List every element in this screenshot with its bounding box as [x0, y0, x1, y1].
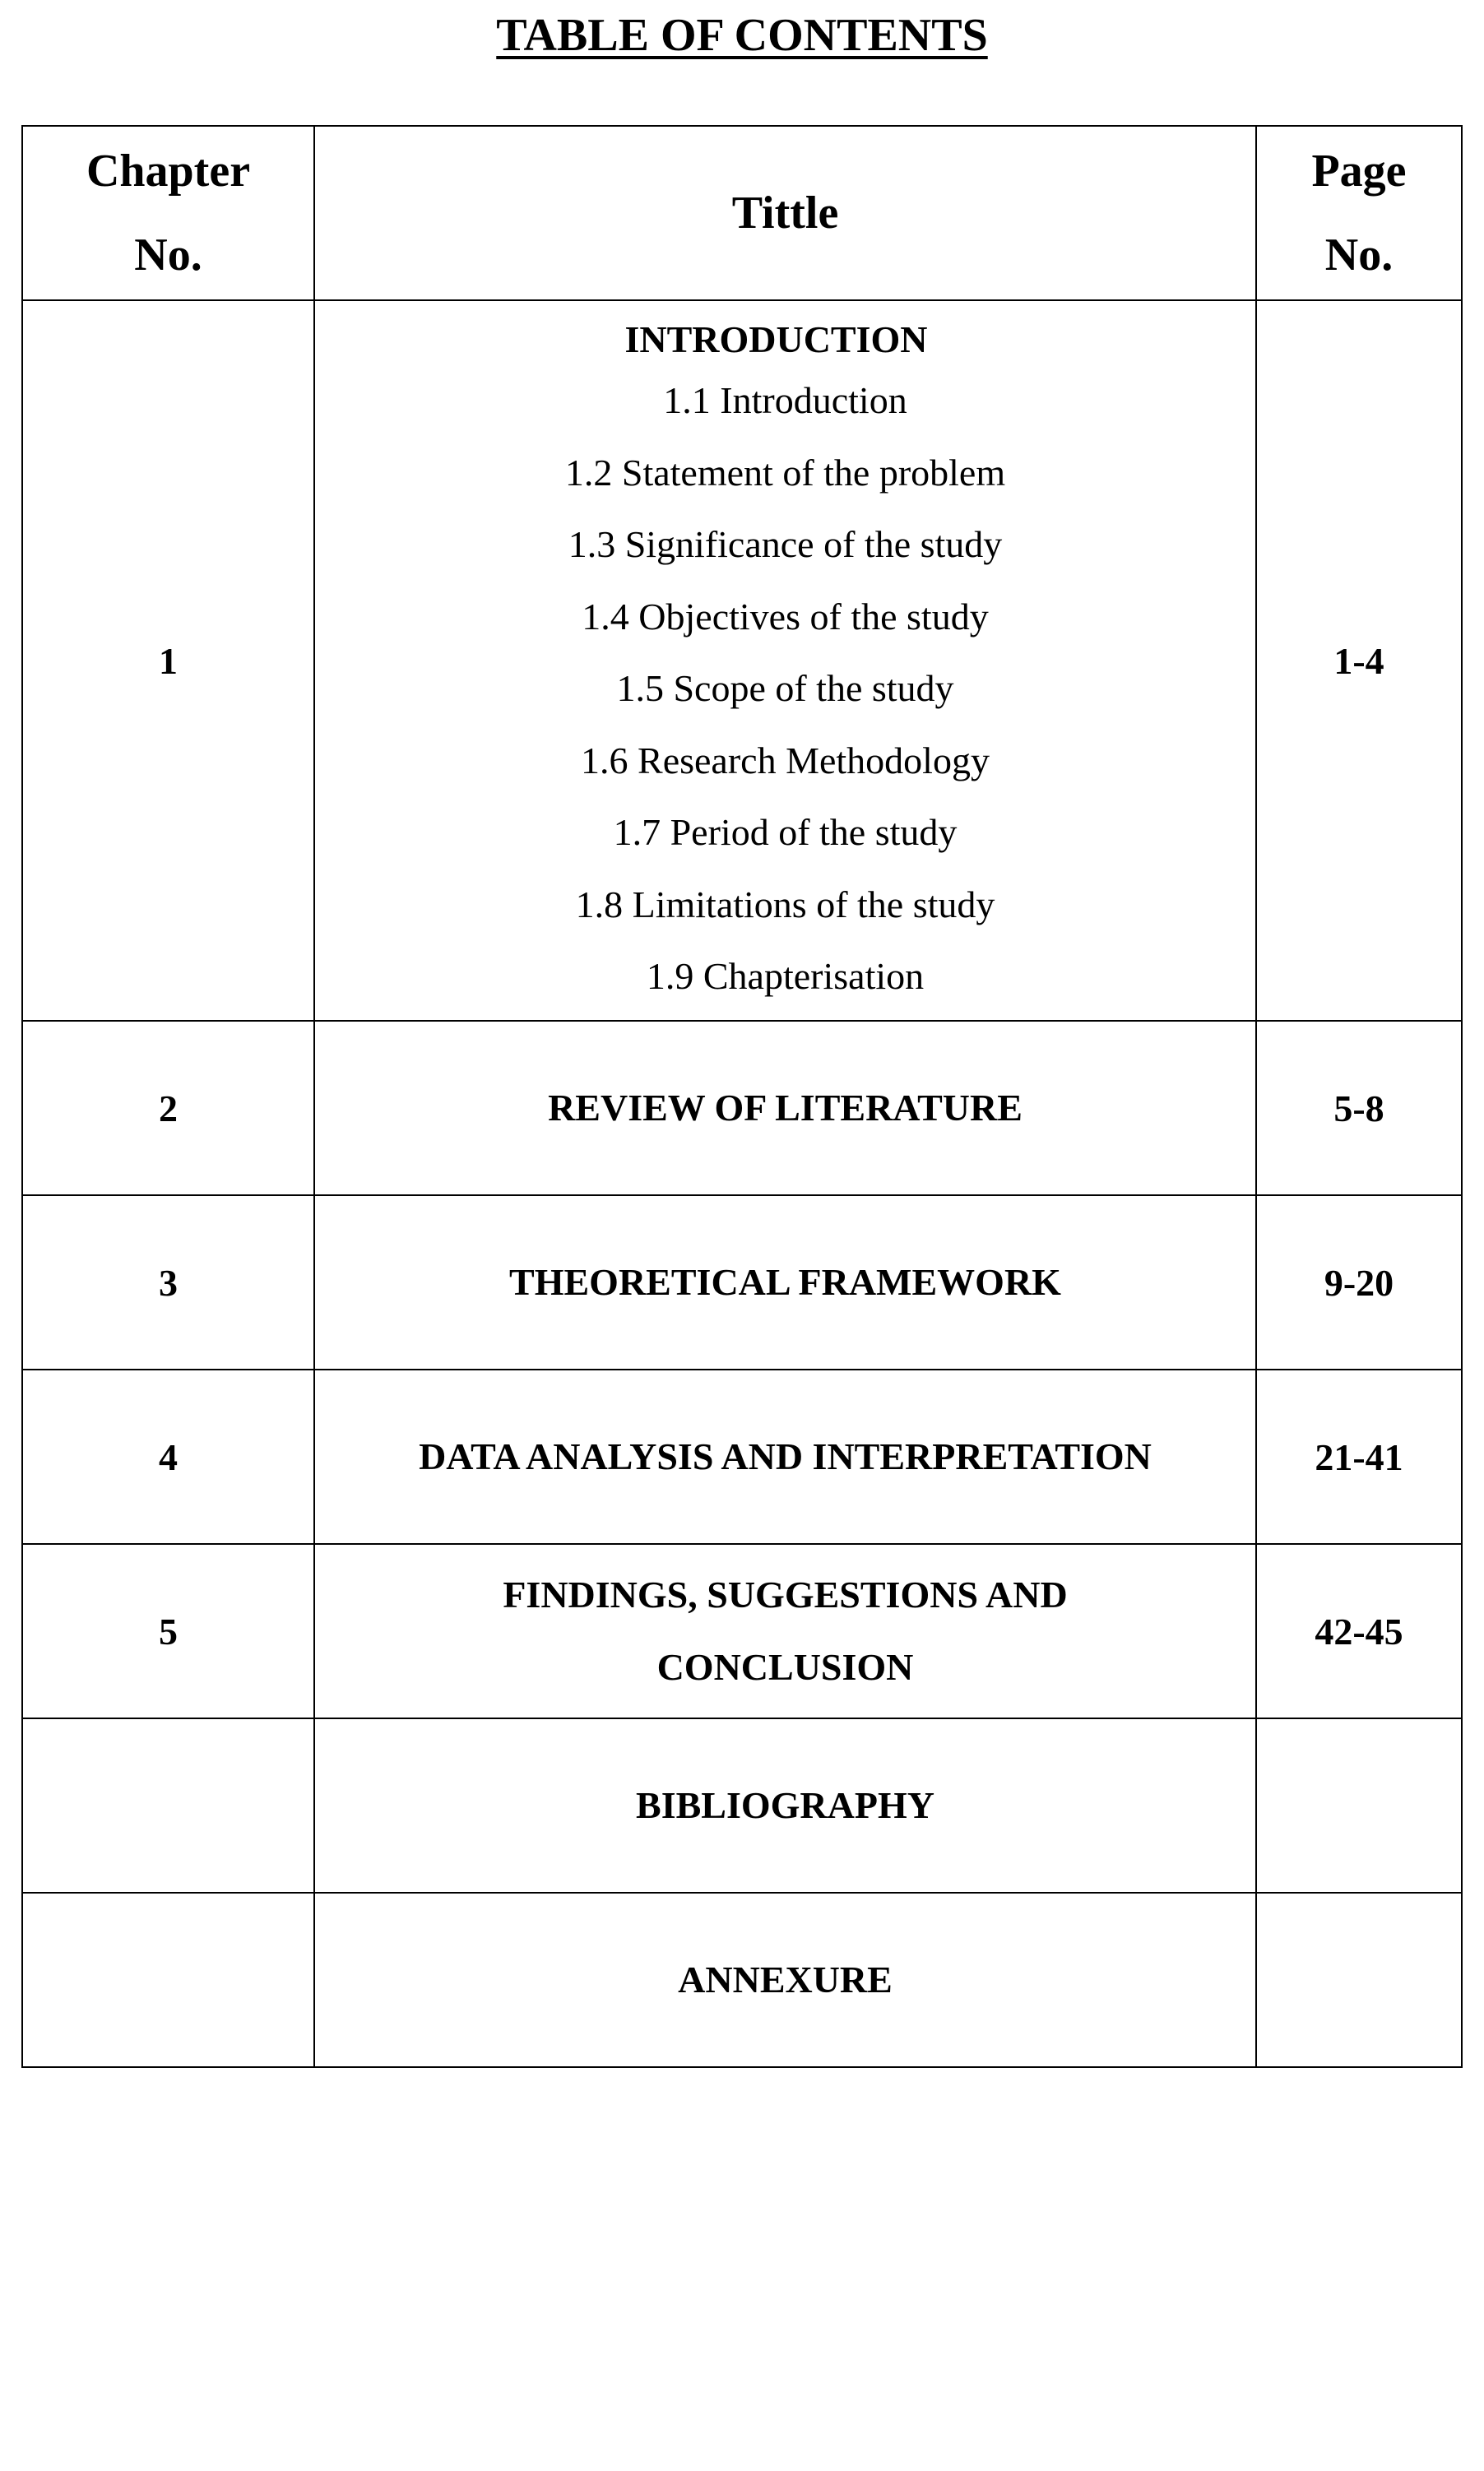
- chapter-title: DATA ANALYSIS AND INTERPRETATION: [314, 1370, 1256, 1544]
- page-title: TABLE OF CONTENTS: [496, 10, 988, 61]
- list-item: 1.9 Chapterisation: [646, 955, 925, 998]
- header-page-no: [1256, 126, 1462, 300]
- list-item: 1.8 Limitations of the study: [575, 883, 995, 925]
- chapter-pages: 42-45: [1256, 1544, 1462, 1718]
- header-chapter-line1: Chapter: [86, 146, 251, 197]
- list-item: 1.7 Period of the study: [613, 811, 958, 854]
- section-list: [315, 364, 1255, 1013]
- header-chapter-no: [22, 126, 314, 300]
- list-item: 1.4 Objectives of the study: [582, 595, 989, 637]
- table-row-chapter-1: [22, 300, 1462, 1021]
- chapter-pages: 5-8: [1256, 1021, 1462, 1195]
- table-row-chapter-3: [22, 1195, 1462, 1370]
- table-row-chapter-4: [22, 1370, 1462, 1544]
- list-item: 1.2 Statement of the problem: [564, 451, 1006, 494]
- chapter-pages: 21-41: [1256, 1370, 1462, 1544]
- header-page-line2: No.: [1324, 229, 1394, 280]
- table-row-chapter-2: [22, 1021, 1462, 1195]
- chapter-pages: [1256, 1893, 1462, 2067]
- chapter-number: 3: [22, 1195, 314, 1370]
- table-of-contents: [21, 125, 1463, 2068]
- chapter-number: 2: [22, 1021, 314, 1195]
- chapter-title-line1: FINDINGS, SUGGESTIONS AND: [503, 1574, 1068, 1616]
- chapter-title-cell: [314, 300, 1256, 1021]
- table-row-bibliography: [22, 1718, 1462, 1893]
- header-row: [22, 126, 1462, 300]
- list-item: 1.6 Research Methodology: [581, 739, 990, 781]
- chapter-title: ANNEXURE: [314, 1893, 1256, 2067]
- chapter-title: BIBLIOGRAPHY: [314, 1718, 1256, 1893]
- chapter-pages: 1-4: [1256, 300, 1462, 1021]
- header-title: [314, 126, 1256, 300]
- chapter-number: 1: [22, 300, 314, 1021]
- table-row-annexure: [22, 1893, 1462, 2067]
- chapter-title: INTRODUCTION: [624, 318, 928, 361]
- list-item: 1.3 Significance of the study: [568, 523, 1003, 566]
- chapter-title: [314, 1544, 1256, 1718]
- chapter-title: REVIEW OF LITERATURE: [314, 1021, 1256, 1195]
- header-chapter-line2: No.: [134, 229, 202, 280]
- chapter-title-line2: CONCLUSION: [656, 1646, 914, 1688]
- chapter-pages: [1256, 1718, 1462, 1893]
- header-page-line1: Page: [1311, 146, 1407, 197]
- chapter-number: [22, 1718, 314, 1893]
- table-row-chapter-5: [22, 1544, 1462, 1718]
- chapter-number: 5: [22, 1544, 314, 1718]
- header-title-label: Tittle: [731, 188, 839, 239]
- list-item: 1.1 Introduction: [663, 379, 907, 422]
- chapter-number: 4: [22, 1370, 314, 1544]
- chapter-title: THEORETICAL FRAMEWORK: [314, 1195, 1256, 1370]
- chapter-number: [22, 1893, 314, 2067]
- chapter-pages: 9-20: [1256, 1195, 1462, 1370]
- list-item: 1.5 Scope of the study: [616, 667, 954, 710]
